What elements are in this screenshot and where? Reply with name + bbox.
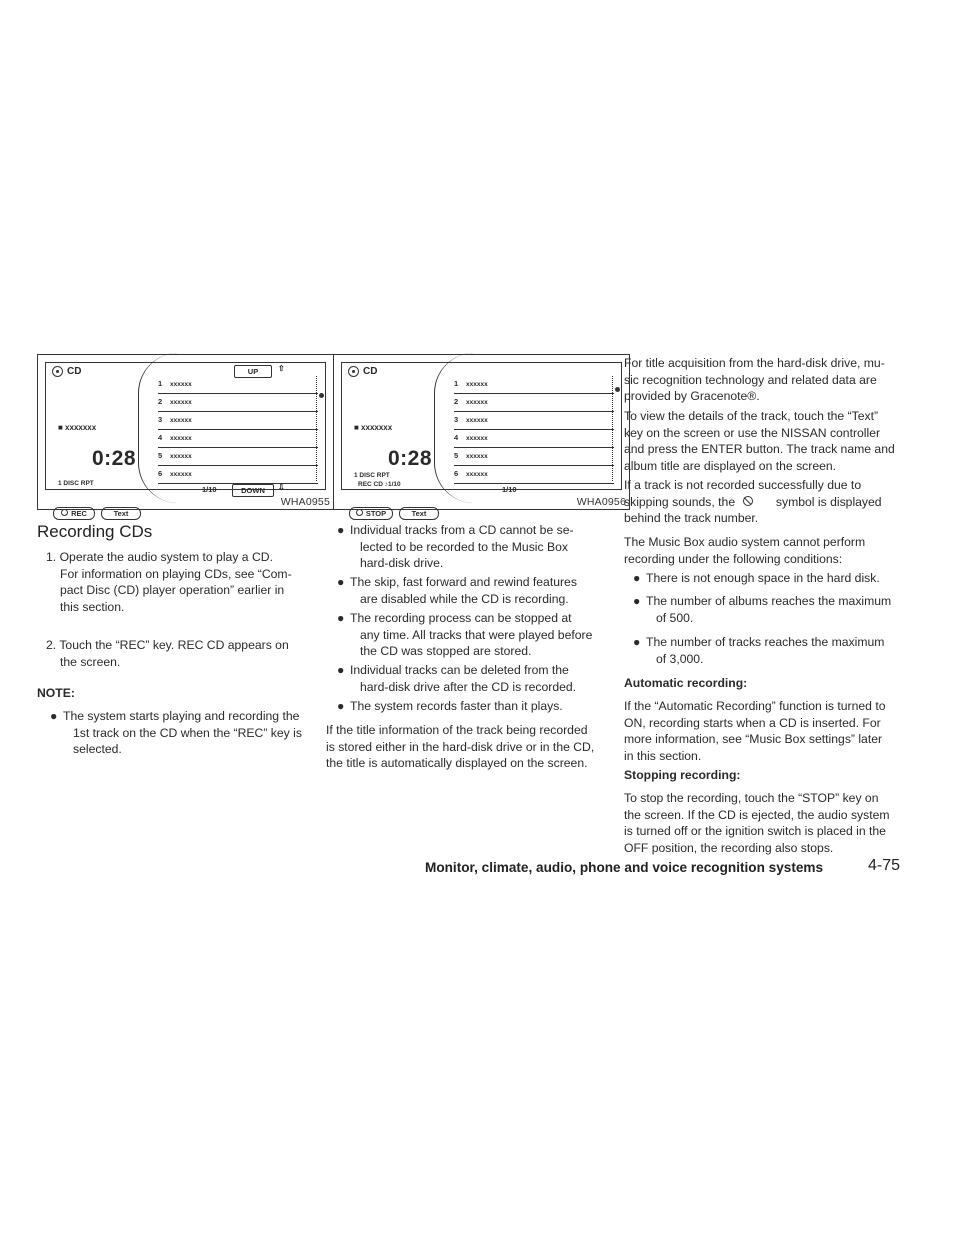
track-row[interactable]: 1 xxxxxx [158, 376, 318, 394]
scroll-knob[interactable] [615, 387, 620, 392]
scroll-up-icon[interactable]: ⇧ [278, 364, 285, 373]
section-title: Recording CDs [37, 522, 153, 541]
track-row[interactable]: 5 xxxxxx [454, 448, 614, 466]
screen-header [348, 366, 377, 377]
screen-title: CD [67, 366, 82, 377]
track-row[interactable]: 4 xxxxxx [158, 430, 318, 448]
figure-wha0956 [333, 354, 630, 518]
scrollbar[interactable] [316, 376, 321, 481]
scroll-down-icon[interactable]: ⇩ [278, 483, 285, 492]
figure-code: WHA0955 [280, 496, 330, 508]
condition-bullet: ● The number of albums reaches the maximum of 500. [633, 594, 892, 625]
automatic-recording-paragraph: If the “Automatic Recording” function is turned to ON, recording starts when a CD is inserted. For more information, see “Music Box settings” later in this section. [624, 699, 886, 763]
bullet-item: ● The skip, fast forward and rewind features are disabled while the CD is recording. [337, 575, 577, 606]
figure-code: WHA0956 [576, 496, 626, 508]
track-row[interactable]: 5 xxxxxx [158, 448, 318, 466]
bullet-item: ● The system records faster than it plays. [337, 699, 563, 713]
up-button[interactable]: UP [234, 365, 272, 378]
bullet-item: ● Individual tracks can be deleted from the hard-disk drive after the CD is recorded. [337, 663, 577, 694]
page-indicator: 1/10 [502, 485, 517, 494]
screen-header [52, 366, 81, 377]
scroll-knob[interactable] [319, 393, 324, 398]
step-2: 2. Touch the “REC” key. REC CD appears on the screen. [46, 638, 289, 669]
track-row[interactable]: 2 xxxxxx [158, 394, 318, 412]
skip-symbol-paragraph: If a track is not recorded successfully due to skipping sounds, the symbol is displayed behind the track number. [624, 478, 882, 526]
page-number: 4-75 [868, 857, 901, 874]
text-button[interactable]: Text [101, 507, 141, 520]
bullet-item: ● Individual tracks from a CD cannot be se- lected to be recorded to the Music Box hard-disk drive. [337, 523, 574, 571]
text-button[interactable]: Text [399, 507, 439, 520]
cd-icon [52, 366, 63, 377]
track-row[interactable]: 6 xxxxxx [454, 466, 614, 484]
text-key-paragraph: To view the details of the track, touch the “Text” key on the screen or use the NISSAN controller and press the ENTER button. The track name and album title are displayed on the screen. [624, 409, 895, 473]
stop-icon [356, 509, 363, 516]
play-time: 0:28 [92, 447, 137, 470]
play-mode: 1 DISC RPT [354, 472, 390, 479]
track-row[interactable]: 3 xxxxxx [454, 412, 614, 430]
step-1: 1. Operate the audio system to play a CD. For information on playing CDs, see “Com- pact Disc (CD) player operation” earlier in this section. [46, 550, 292, 614]
track-row[interactable]: 1 xxxxxx [454, 376, 614, 394]
stopping-recording-heading: Stopping recording: [624, 768, 741, 782]
play-time: 0:28 [388, 447, 433, 470]
rec-status: REC CD ♪1/10 [358, 481, 401, 488]
track-row[interactable]: 4 xxxxxx [454, 430, 614, 448]
prohibited-symbol-icon [743, 496, 753, 506]
conditions-paragraph: The Music Box audio system cannot perform recording under the following conditions: [624, 535, 866, 566]
down-button[interactable]: DOWN [232, 484, 274, 497]
track-row[interactable]: 6 xxxxxx [158, 466, 318, 484]
stopping-recording-paragraph: To stop the recording, touch the “STOP” key on the screen. If the CD is ejected, the audio system is turned off or the ignition switch is placed in the OFF position, the recording also stops. [624, 791, 890, 855]
note-label: NOTE: [37, 686, 75, 700]
gracenote-paragraph: For title acquisition from the hard-disk drive, mu- sic recognition technology and related data are provided by Gracenote®. [624, 356, 885, 404]
record-icon [61, 509, 68, 516]
stop-button[interactable]: STOP [349, 507, 393, 520]
disc-name: ■ xxxxxxx [58, 423, 97, 432]
play-mode: 1 DISC RPT [58, 480, 94, 487]
title-info-paragraph: If the title information of the track being recorded is stored either in the hard-disk drive or in the CD, the title is automatically displayed on the screen. [326, 723, 595, 771]
footer-title: Monitor, climate, audio, phone and voice recognition systems [425, 860, 824, 875]
screen-title: CD [363, 366, 378, 377]
track-row[interactable]: 3 xxxxxx [158, 412, 318, 430]
track-row[interactable]: 2 xxxxxx [454, 394, 614, 412]
bullet-item: ● The recording process can be stopped at any time. All tracks that were played before the CD was stopped are stored. [337, 611, 593, 659]
cd-icon [348, 366, 359, 377]
figure-wha0955 [37, 354, 334, 518]
page-indicator: 1/10 [202, 485, 217, 494]
note-bullet: ● The system starts playing and recording the 1st track on the CD when the “REC” key is selected. [50, 709, 302, 757]
rec-button[interactable]: REC [53, 507, 95, 520]
condition-bullet: ● There is not enough space in the hard disk. [633, 571, 880, 585]
automatic-recording-heading: Automatic recording: [624, 676, 748, 690]
disc-name: ■ xxxxxxx [354, 423, 393, 432]
condition-bullet: ● The number of tracks reaches the maximum of 3,000. [633, 635, 885, 666]
